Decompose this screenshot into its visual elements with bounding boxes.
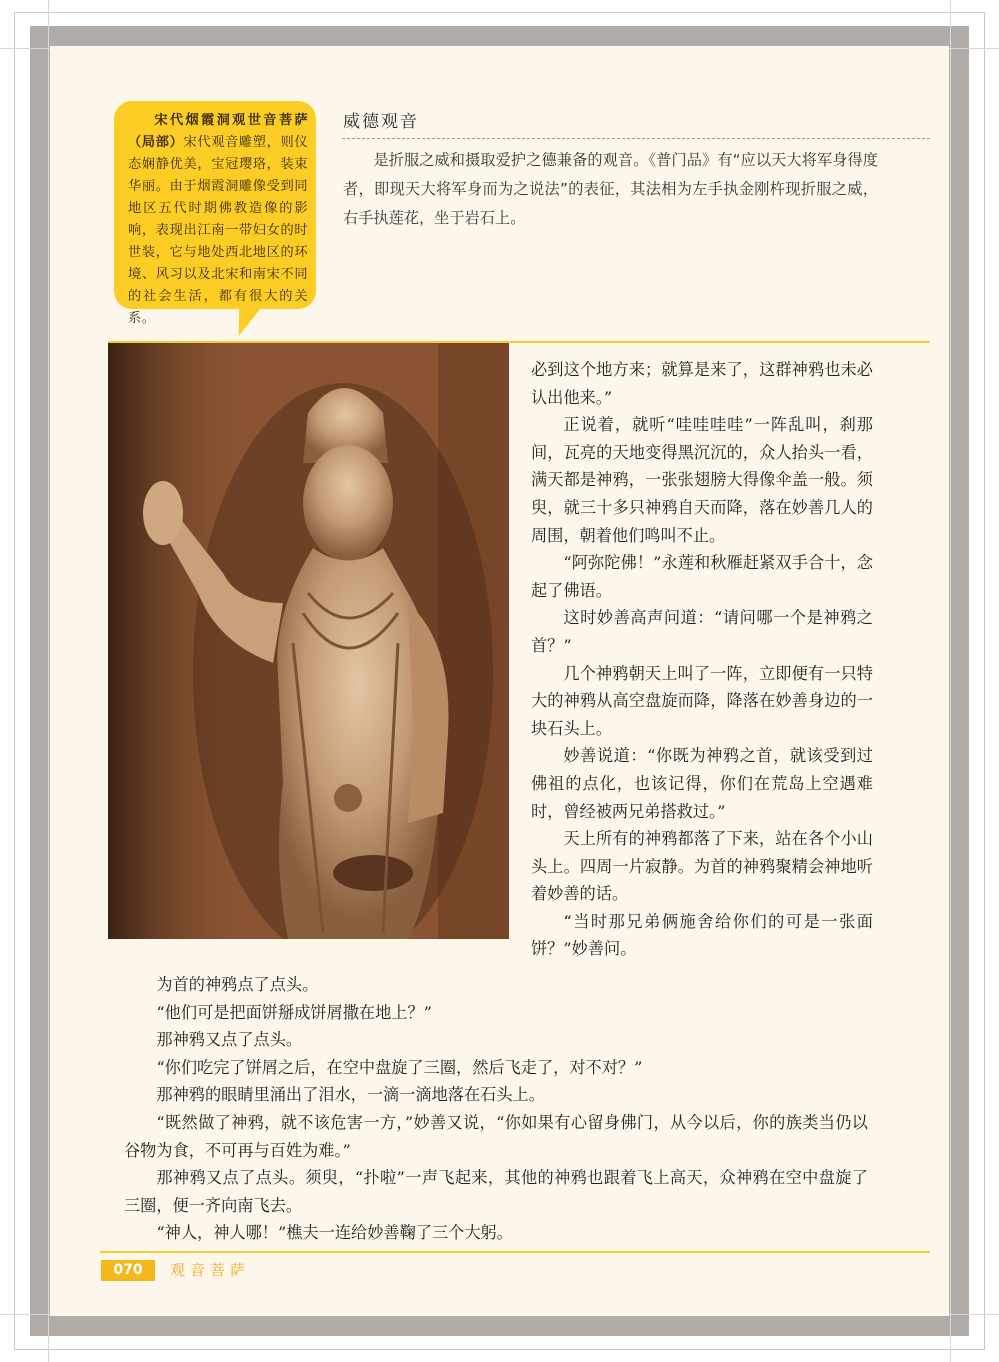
story-paragraph: “当时那兄弟俩施舍给你们的可是一张面饼？”妙善问。 [531,911,873,959]
caption-heading: 宋代烟霞洞观世音菩萨（局部） [128,113,308,150]
story-paragraph: 这时妙善高声问道：“请问哪一个是神鸦之首？” [531,608,873,655]
story-paragraph: 那神鸦的眼睛里涌出了泪水，一滴一滴地落在石头上。 [156,1085,545,1105]
story-paragraph: 几个神鸦朝天上叫了一阵，立即便有一只特大的神鸦从高空盘旋而降，降落在妙善身边的一块石头上。 [531,663,873,738]
story-paragraph: 那神鸦又点了点头。 [156,1030,303,1050]
page-number: 070 [101,1260,155,1281]
story-paragraph: “神人，神人哪！”樵夫一连给妙善鞠了三个大躬。 [156,1223,513,1243]
story-continued [124,971,868,1247]
footer-divider [100,1251,930,1253]
story-column [531,356,873,963]
story-paragraph: 必到这个地方来；就算是来了，这群神鸦也未必认出他来。” [531,360,873,407]
section-title: 威德观音 [343,112,419,132]
story-paragraph: 妙善说道：“你既为神鸦之首，就该受到过佛祖的点化，也该记得，你们在荒岛上空遇难时，曾经被两兄弟搭救过。” [531,746,873,821]
guanyin-statue-photo [108,343,509,939]
story-paragraph: 为首的神鸦点了点头。 [156,975,319,994]
title-divider [342,138,930,139]
story-paragraph: 正说着，就听“哇哇哇哇”一阵乱叫，刹那间，瓦亮的天地变得黑沉沉的，众人抬头一看，满天都是神鸦，一张张翅膀大得像伞盖一般。须臾，就三十多只神鸦自天而降，落在妙善几人的周围，朝着他们鸣叫不止。 [531,415,873,545]
story-paragraph: 天上所有的神鸦都落了下来，站在各个小山头上。四周一片寂静。为首的神鸦聚精会神地听着妙善的话。 [531,829,873,904]
story-paragraph: “你们吃完了饼屑之后，在空中盘旋了三圈，然后飞走了，对不对？” [156,1057,643,1077]
frame-guide-line [950,0,951,1362]
statue-illustration [108,343,509,939]
frame-guide-line [48,0,49,1362]
story-paragraph: “既然做了神鸦，就不该危害一方，”妙善又说，“你如果有心留身佛门，从今以后，你的族类当仍以谷物为食，不可再与百姓为难。” [124,1112,868,1160]
caption-body: 宋代观音雕塑，则仪态娴静优美，宝冠璎珞，装束华丽。由于烟霞洞雕像受到同地区五代时期佛教造像的影响，表现出江南一带妇女的时世装，它与地处西北地区的环境、风习以及北宋和南宋不同的社会生活，都有很大的关系。 [128,135,308,326]
story-paragraph: 那神鸦又点了点头。须臾，“扑啦”一声飞起来，其他的神鸦也跟着飞上高天，众神鸦在空中盘旋了三圈，便一齐向南飞去。 [124,1168,868,1215]
story-paragraph: “他们可是把面饼掰成饼屑撒在地上？” [156,1002,432,1022]
running-title: 观音菩萨 [170,1261,251,1279]
story-paragraph: “阿弥陀佛！”永莲和秋雁赶紧双手合十，念起了佛语。 [531,553,873,600]
section-intro: 是折服之威和摄取爱护之德兼备的观音。《普门品》有“应以天大将军身得度者，即现天大将军身而为之说法”的表征，其法相为左手执金刚杵现折服之威，右手执莲花，坐于岩石上。 [343,151,878,227]
caption-text [128,110,308,330]
